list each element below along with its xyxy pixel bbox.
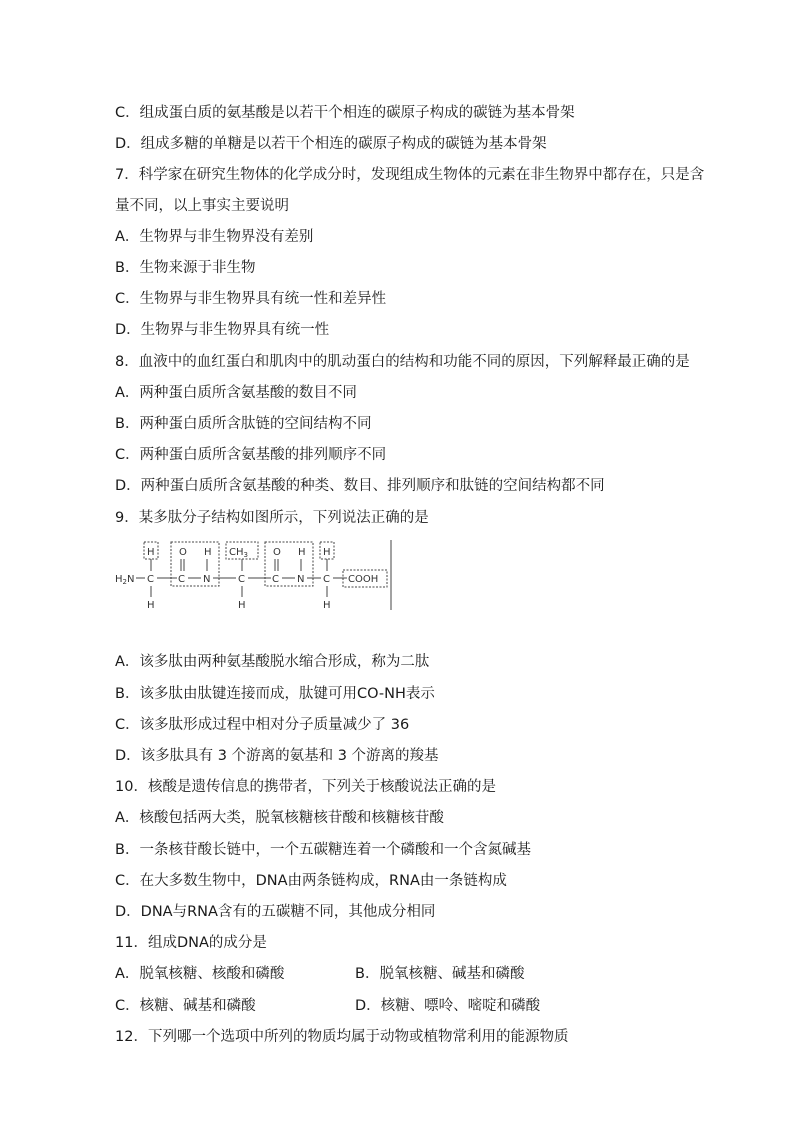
option-8b: B．两种蛋白质所含肽链的空间结构不同 (115, 416, 372, 432)
question-7: 7．科学家在研究生物体的化学成分时，发现组成生物体的元素在非生物界中都存在，只是含 (115, 167, 705, 183)
polypeptide-structure-diagram (115, 540, 400, 612)
r3-h: H (323, 547, 331, 558)
question-8: 8．血液中的血红蛋白和肌肉中的肌动蛋白的结构和功能不同的原因，下列解释最正确的是 (115, 354, 690, 370)
option-10c: C．在大多数生物中，DNA由两条链构成，RNA由一条链构成 (115, 873, 507, 889)
amino-group: $H_2N$ (115, 574, 135, 586)
option-6c: C．组成蛋白质的氨基酸是以若干个相连的碳原子构成的碳链为基本骨架 (115, 105, 575, 121)
option-7a: A．生物界与非生物界没有差别 (115, 229, 314, 245)
amide-n-2: N (297, 574, 305, 585)
option-11b: B．脱氧核糖、碱基和磷酸 (355, 966, 525, 982)
option-11d: D．核糖、嘌呤、嘧啶和磷酸 (355, 998, 541, 1014)
alpha-h-2: H (238, 600, 246, 611)
option-9d: D．该多肽具有 3 个游离的氨基和 3 个游离的羧基 (115, 748, 439, 764)
alpha-carbon-3: C (323, 574, 330, 585)
option-10a: A．核酸包括两大类，脱氧核糖核苷酸和核糖核苷酸 (115, 810, 444, 826)
r2-ch3: $CH_3$ (229, 547, 248, 559)
option-8d: D．两种蛋白质所含氨基酸的种类、数目、排列顺序和肽链的空间结构都不同 (115, 478, 605, 494)
option-9b: B．该多肽由肽键连接而成，肽键可用CO-NH表示 (115, 686, 435, 702)
r1-h: H (147, 547, 155, 558)
alpha-h-3: H (323, 600, 331, 611)
question-7-cont: 量不同，以上事实主要说明 (115, 198, 289, 214)
question-9: 9．某多肽分子结构如图所示，下列说法正确的是 (115, 510, 429, 526)
option-9a: A．该多肽由两种氨基酸脱水缩合形成，称为二肽 (115, 654, 430, 670)
option-7c: C．生物界与非生物界具有统一性和差异性 (115, 291, 387, 307)
amide-n-1: N (203, 574, 211, 585)
option-7d: D．生物界与非生物界具有统一性 (115, 322, 330, 338)
carbonyl-c-1: C (178, 574, 185, 585)
alpha-h-1: H (147, 600, 155, 611)
question-10: 10．核酸是遗传信息的携带者，下列关于核酸说法正确的是 (115, 779, 496, 795)
amide-h-1: H (204, 547, 212, 558)
alpha-carbon-2: C (238, 574, 245, 585)
option-10d: D．DNA与RNA含有的五碳糖不同，其他成分相同 (115, 904, 436, 920)
carbonyl-c-2: C (272, 574, 279, 585)
option-6d: D．组成多糖的单糖是以若干个相连的碳原子构成的碳链为基本骨架 (115, 136, 547, 152)
carbonyl-o-1: O (179, 547, 187, 558)
carbonyl-o-2: O (273, 547, 281, 558)
option-10b: B．一条核苷酸长链中，一个五碳糖连着一个磷酸和一个含氮碱基 (115, 842, 531, 858)
alpha-carbon-1: C (147, 574, 154, 585)
option-7b: B．生物来源于非生物 (115, 260, 256, 276)
option-9c: C．该多肽形成过程中相对分子质量减少了 36 (115, 717, 410, 733)
question-12: 12．下列哪一个选项中所列的物质均属于动物或植物常利用的能源物质 (115, 1029, 569, 1045)
amide-h-2: H (298, 547, 306, 558)
carboxyl-group: COOH (348, 574, 379, 585)
option-8a: A．两种蛋白质所含氨基酸的数目不同 (115, 385, 357, 401)
question-11: 11．组成DNA的成分是 (115, 935, 267, 951)
option-11c: C．核糖、碱基和磷酸 (115, 998, 256, 1014)
option-8c: C．两种蛋白质所含氨基酸的排列顺序不同 (115, 447, 387, 463)
option-11a: A．脱氧核糖、核酸和磷酸 (115, 966, 285, 982)
